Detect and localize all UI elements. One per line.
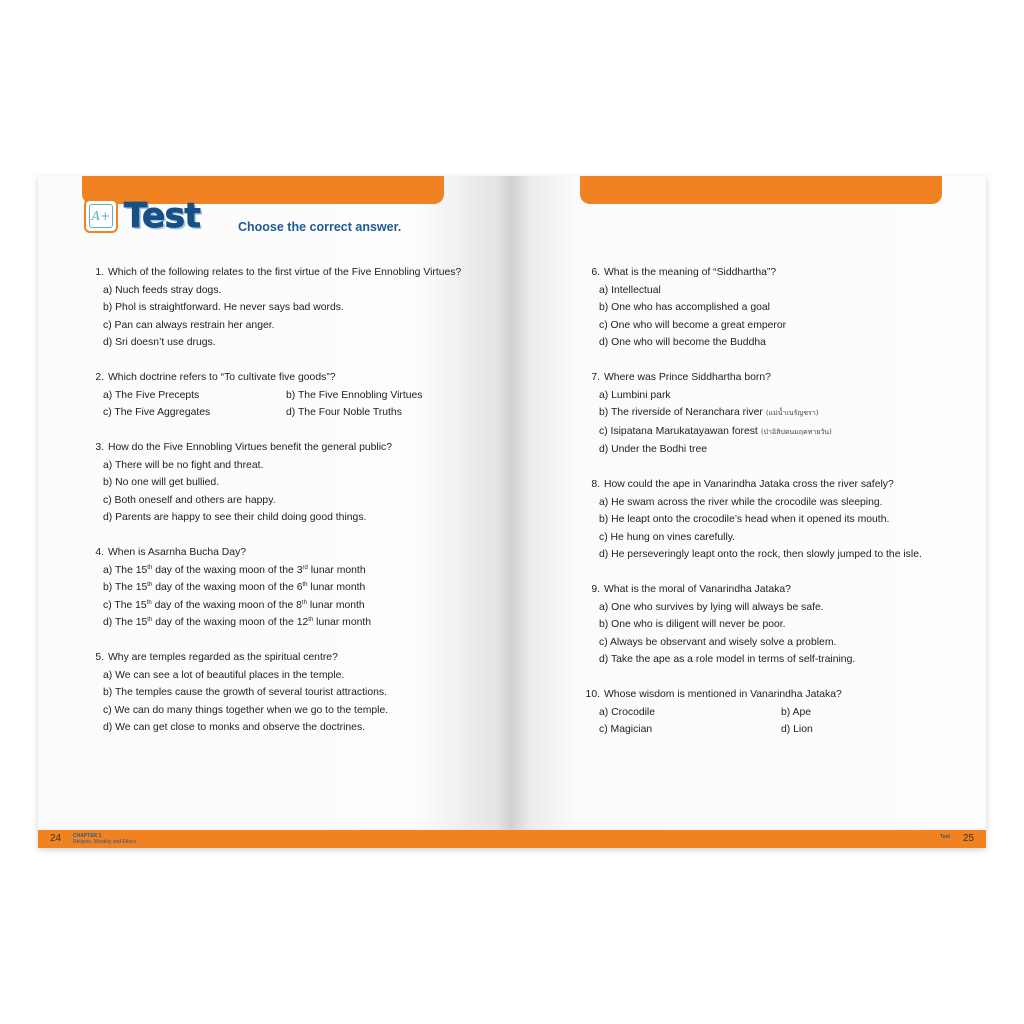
question-number: 10. [585, 689, 600, 700]
question-5 [88, 649, 488, 737]
page-title: Test [124, 196, 201, 236]
question-number: 4. [95, 547, 104, 558]
question-stem: Where was Prince Siddhartha born? [604, 372, 771, 383]
question-number: 8. [591, 479, 600, 490]
option-b: b) No one will get bullied. [103, 477, 220, 488]
question-stem: What is the moral of Vanarindha Jataka? [604, 584, 791, 595]
option-a: a) There will be no fight and threat. [103, 459, 264, 471]
question-10 [584, 686, 974, 739]
question-number: 1. [95, 267, 104, 278]
footer-section-label: Test [940, 834, 950, 840]
option-b: b) Ape [781, 706, 812, 718]
question-4 [88, 544, 488, 632]
question-1 [88, 264, 488, 352]
page-number-left: 24 [50, 833, 62, 844]
left-page [38, 176, 512, 848]
question-6 [584, 264, 974, 352]
open-book [38, 176, 986, 848]
option-c: c) Both oneself and others are happy. [103, 494, 276, 506]
option-a: a) Nuch feeds stray dogs. [103, 284, 222, 296]
option-b: b) He leapt onto the crocodile’s head when it opened its mouth. [599, 514, 890, 525]
option-c: c) Always be observant and wisely solve a problem. [599, 636, 837, 648]
option-b: b) The riverside of Neranchara river (แม่น้ำเนรัญชรา) [599, 407, 819, 418]
thai-annotation: (แม่น้ำเนรัญชรา) [765, 409, 819, 417]
option-b: b) The 15th day of the waxing moon of the 6th lunar month [103, 582, 366, 593]
option-c: c) The 15th day of the waxing moon of the 8th lunar month [103, 599, 365, 611]
question-stem: What is the meaning of “Siddhartha”? [604, 267, 777, 278]
question-3 [88, 439, 488, 527]
question-number: 3. [95, 442, 104, 453]
chapter-label [73, 833, 136, 845]
question-9 [584, 581, 974, 669]
question-list-right [584, 264, 974, 756]
option-b: b) One who is diligent will never be poor. [599, 619, 786, 630]
question-8 [584, 476, 974, 564]
question-number: 7. [591, 372, 600, 383]
option-a: a) Intellectual [599, 284, 661, 296]
option-c: c) Magician [599, 724, 653, 735]
option-d: d) The 15th day of the waxing moon of the 12th lunar month [103, 617, 372, 628]
page-number-right: 25 [963, 830, 974, 848]
test-logo [84, 196, 200, 236]
option-a: a) He swam across the river while the crocodile was sleeping. [599, 496, 883, 508]
thai-annotation: (ป่าอิสิปตนมฤคทายวัน) [760, 427, 832, 436]
header-tab-right [580, 176, 942, 204]
question-stem: When is Asarnha Bucha Day? [108, 547, 247, 558]
option-d: d) He perseveringly leapt onto the rock, then slowly jumped to the isle. [599, 549, 922, 560]
chapter-title: Religion, Morality and Ethics [73, 839, 137, 845]
footer-left [38, 830, 512, 848]
option-d: d) Parents are happy to see their child doing good things. [103, 512, 367, 523]
footer-right [512, 830, 986, 848]
question-stem: How do the Five Ennobling Virtues benefit the general public? [108, 442, 393, 453]
option-a: a) Crocodile [599, 706, 656, 718]
option-d: d) Take the ape as a role model in terms of self-training. [599, 654, 856, 665]
option-d: d) One who will become the Buddha [599, 337, 766, 348]
option-a: a) The Five Precepts [103, 389, 200, 401]
option-b: b) One who has accomplished a goal [599, 302, 770, 313]
question-stem: Which doctrine refers to “To cultivate five goods”? [108, 372, 336, 383]
option-c: c) One who will become a great emperor [599, 319, 787, 331]
question-stem: Whose wisdom is mentioned in Vanarindha Jataka? [604, 689, 842, 700]
option-c: c) We can do many things together when we go to the temple. [103, 704, 389, 716]
question-number: 6. [591, 267, 600, 278]
question-7 [584, 369, 974, 459]
option-c: c) He hung on vines carefully. [599, 531, 736, 543]
option-b: b) The temples cause the growth of several tourist attractions. [103, 687, 387, 698]
option-c: c) Pan can always restrain her anger. [103, 319, 275, 331]
question-stem: Which of the following relates to the first virtue of the Five Ennobling Virtues? [108, 267, 462, 278]
right-page [512, 176, 986, 848]
option-c: c) Isipatana Marukatayawan forest (ป่าอิสิปตนมฤคทายวัน) [599, 425, 832, 437]
question-number: 9. [591, 584, 600, 595]
chapter-number: CHAPTER 1 [73, 833, 102, 839]
option-a: a) Lumbini park [599, 389, 671, 401]
instruction-text: Choose the correct answer. [238, 220, 402, 234]
option-d: d) Sri doesn’t use drugs. [103, 337, 216, 348]
option-a: a) We can see a lot of beautiful places in the temple. [103, 669, 345, 681]
a-plus-icon: A+ [84, 199, 118, 233]
option-b: b) Phol is straightforward. He never says bad words. [103, 302, 344, 313]
question-2 [88, 369, 488, 422]
option-d: d) Lion [781, 724, 813, 735]
option-c: c) The Five Aggregates [103, 407, 211, 418]
option-a: a) The 15th day of the waxing moon of the 3rd lunar month [103, 564, 366, 576]
option-b: b) The Five Ennobling Virtues [286, 389, 423, 401]
question-stem: Why are temples regarded as the spiritual centre? [108, 652, 338, 663]
option-d: d) Under the Bodhi tree [599, 444, 708, 455]
question-number: 2. [95, 372, 104, 383]
option-d: d) The Four Noble Truths [286, 407, 402, 418]
question-stem: How could the ape in Vanarindha Jataka cross the river safely? [604, 479, 894, 490]
question-list-left [88, 264, 488, 754]
option-a: a) One who survives by lying will always be safe. [599, 601, 824, 613]
question-number: 5. [95, 652, 104, 663]
option-d: d) We can get close to monks and observe the doctrines. [103, 722, 366, 733]
